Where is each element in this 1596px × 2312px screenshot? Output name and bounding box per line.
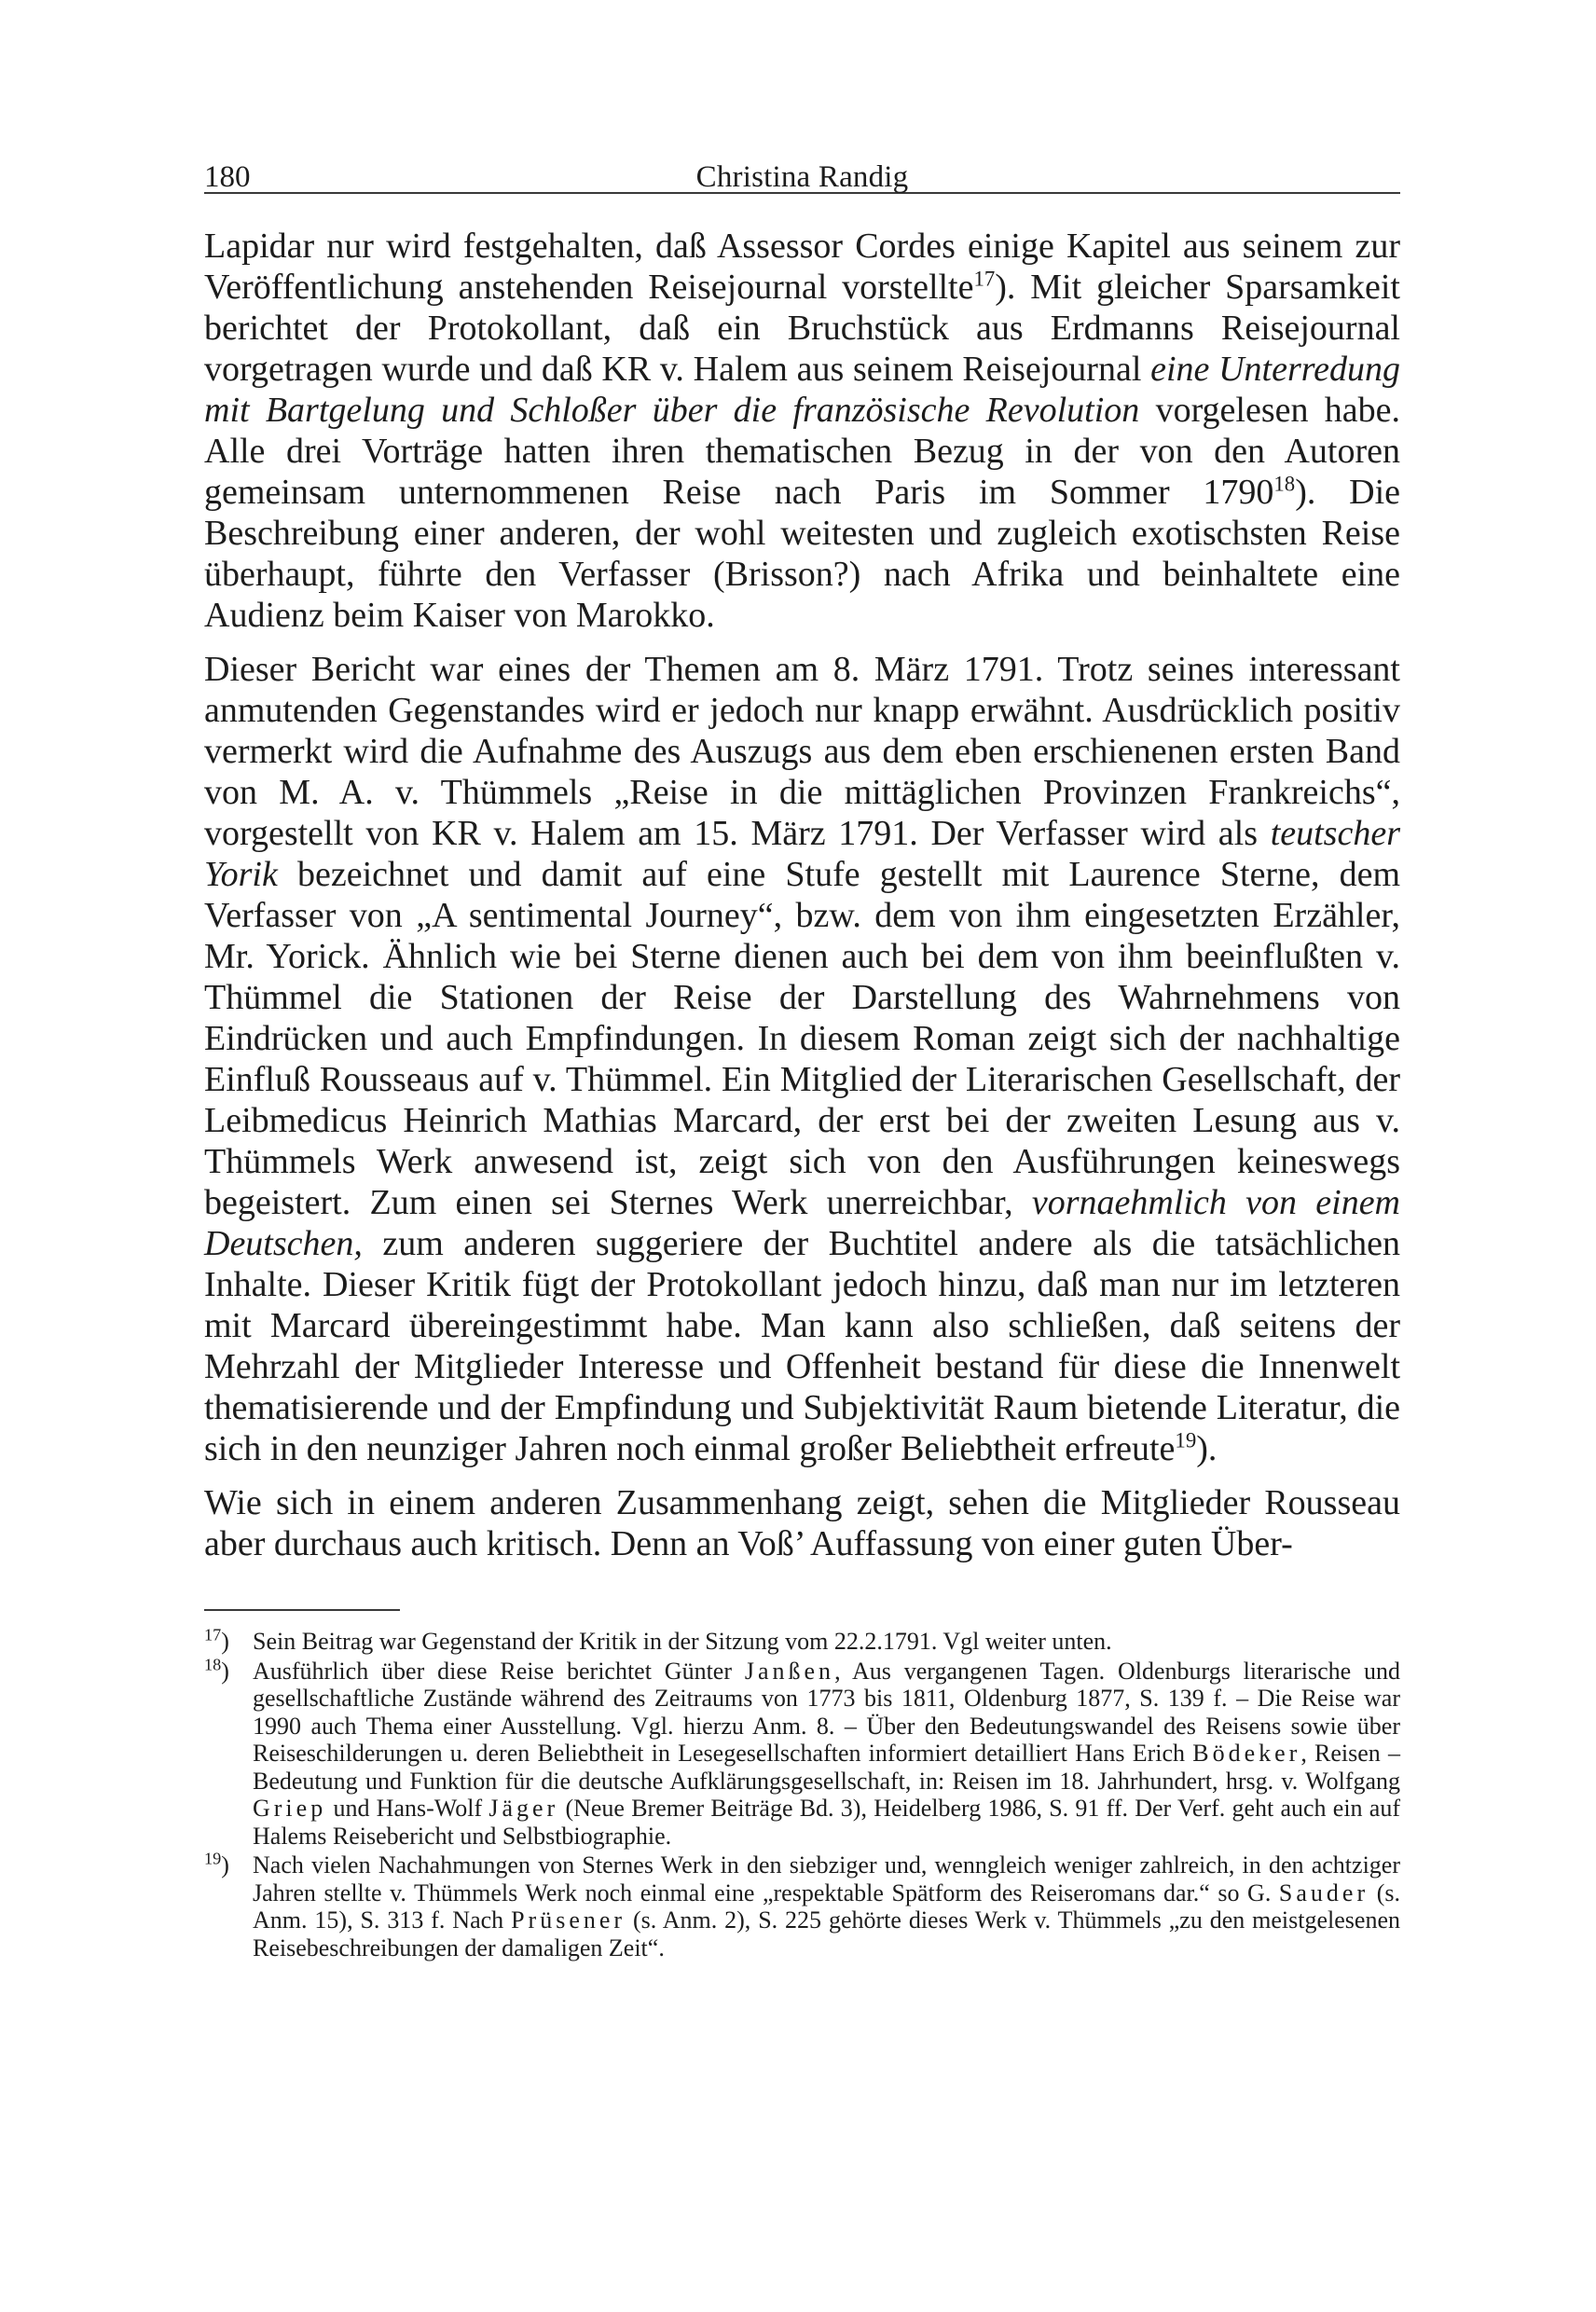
spaced-author-name: Bödeker (1192, 1740, 1301, 1767)
footnote-18 (204, 1654, 1401, 1851)
footnote-text: , Reisen – Bedeutung und Funktion für die deutsche Aufklärungsgesellschaft, in: Reisen im 18. Jahrhundert, hrsg. v. Wolfgang (253, 1740, 1401, 1795)
footnote-19 (204, 1851, 1400, 1961)
book-page (204, 140, 1400, 2275)
text-run: Wie sich in einem anderen Zusammenhang zeigt, sehen die Mitglieder Rousseau aber durchaus auch kritisch. Denn an Voß’ Auffassung von einer guten Über- (204, 1483, 1400, 1563)
italic-quote: eine Unterredung mit Bartgelung und Schloßer über die französische Revolution (204, 350, 1400, 430)
text-run: vorgelesen habe. Alle drei Vorträge hatten ihren thematischen Bezug in der von den Autoren gemeinsam unternommenen Reise nach Paris im Sommer 1790 (204, 391, 1400, 512)
footnote-text: (s. Anm. 2), S. 225 gehörte dieses Werk v. Thümmels „zu den meistgelesenen Reisebeschreibungen der damaligen Zeit“. (253, 1906, 1400, 1961)
footnote-text: und Hans-Wolf (326, 1795, 489, 1822)
footnote-text: , Aus vergangenen Tagen. Oldenburgs literarische und gesellschaftliche Zustände während des Zeitraums von 1773 bis 1811, Oldenburg 1877, S. 139 f. – Die Reise war 1990 auch Thema einer Ausstellung. Vgl. hierzu Anm. 8. – Über den Bedeutungswandel des Reisens sowie über Reiseschilderungen u. deren Beliebtheit in Lesegesellschaften informiert detailliert Hans Erich (253, 1657, 1401, 1767)
footnote-text: (Neue Bremer Beiträge Bd. 3), Heidelberg 1986, S. 91 ff. Der Verf. geht auch ein auf Halems Reisebericht und Selbstbiographie. (253, 1795, 1400, 1850)
footnote-number-paren: ) (221, 1628, 229, 1655)
footnote-number-digits: 17 (204, 1625, 222, 1645)
paragraph-1 (204, 226, 1400, 636)
footnote-number-paren: ) (221, 1851, 229, 1878)
spaced-author-name: Prüsener (511, 1906, 626, 1934)
footnote-number-paren: ) (221, 1657, 229, 1685)
text-run: ). Die Beschreibung einer anderen, der wohl weitesten und zugleich exotischsten Reise überhaupt, führte den Verfasser (Brisson?) nach Afrika und beinhaltete eine Audienz beim Kaiser von Marokko. (204, 473, 1400, 635)
page-number: 180 (204, 160, 251, 194)
text-run: bezeichnet und damit auf eine Stufe gestellt mit Laurence Sterne, dem Verfasser von „A sentimental Journey“, bzw. dem von ihm eingesetzten Erzähler, Mr. Yorick. Ähnlich wie bei Sterne dienen auch bei dem von ihm beeinflußten v. Thümmel die Stationen der Reise der Darstellung des Wahrnehmens von Eindrücken und auch Empfindungen. In diesem Roman zeigt sich der nachhaltige Einfluß Rousseaus auf v. Thümmel. Ein Mitglied der Literarischen Gesellschaft, der Leibmedicus Heinrich Mathias Marcard, der erst bei der zweiten Lesung aus v. Thümmels Werk anwesend ist, zeigt sich von den Ausführungen keineswegs begeistert. Zum einen sei Sternes Werk unerreichbar, (204, 855, 1400, 1222)
running-header (204, 140, 1400, 194)
footnote-number-digits: 19 (204, 1849, 222, 1868)
footnote-ref: 18 (1273, 472, 1296, 496)
footnote-number (204, 1625, 229, 1656)
footnote-text: Ausführlich über diese Reise berichtet Günter (253, 1657, 745, 1685)
footnote-number (204, 1654, 229, 1686)
running-title-author: Christina Randig (695, 160, 909, 194)
footnote-ref: 19 (1175, 1428, 1197, 1452)
footnote-number (204, 1851, 229, 1879)
spaced-author-name: Jäger (488, 1795, 559, 1822)
footnote-ref: 17 (973, 267, 996, 291)
spaced-author-name: Janßen (744, 1657, 835, 1685)
footnotes (204, 1625, 1401, 1961)
text-run: Dieser Bericht war eines der Themen am 8. März 1791. Trotz seines interessant anmutenden Gegenstandes wird er jedoch nur knapp erwähnt. Ausdrücklich positiv vermerkt wird die Aufnahme des Auszugs aus dem eben erschienenen ersten Band von M. A. v. Thümmels „Reise in die mittäglichen Provinzen Frankreichs“, vorgestellt von KR v. Halem am 15. März 1791. Der Verfasser wird als (204, 650, 1400, 853)
footnote-17 (204, 1625, 1400, 1656)
footnote-text: Nach vielen Nachahmungen von Sternes Werk in den siebziger und, wenngleich weniger zahlreich, in den achtziger Jahren stellte v. Thümmels Werk noch einmal eine „respektable Spätform des Reiseromans dar.“ so G. (253, 1851, 1400, 1906)
paragraph-2 (204, 649, 1400, 1469)
text-run: ). (1196, 1429, 1218, 1468)
text-run: zum anderen suggeriere der Buchtitel andere als die tatsächlichen Inhalte. Dieser Kritik fügt der Protokollant jedoch hinzu, daß man nur im letzteren mit Marcard übereingestimmt habe. Man kann also schließen, daß seitens der Mehrzahl der Mitglieder Interesse und Offenheit bestand für diese die Innenwelt thematisierende und der Empfindung und Subjektivität Raum bietende Literatur, die sich in den neunziger Jahren noch einmal großer Beliebtheit erfreute (204, 1224, 1400, 1468)
spaced-author-name: Griep (253, 1795, 327, 1822)
paragraph-3 (204, 1482, 1400, 1564)
spaced-author-name: Sauder (1278, 1878, 1369, 1906)
footnote-separator (204, 1609, 400, 1611)
text-run: Lapidar nur wird festgehalten, daß Assessor Cordes einige Kapitel aus seinem zur Veröffentlichung anstehenden Reisejournal vorstellte (204, 227, 1400, 307)
italic-quote: teutscher Yorik (204, 814, 1400, 894)
footnote-text: Sein Beitrag war Gegenstand der Kritik in der Sitzung vom 22.2.1791. Vgl weiter unten. (253, 1628, 1112, 1655)
italic-quote: vornaehmlich von einem Deutschen, (204, 1183, 1400, 1263)
footnote-text: (s. Anm. 15), S. 313 f. Nach (253, 1878, 1400, 1934)
body-text (204, 226, 1400, 1564)
text-run: ). Mit gleicher Sparsamkeit berichtet der Protokollant, daß ein Bruchstück aus Erdmanns Reisejournal vorgetragen wurde und daß KR v. Halem aus seinem Reisejournal (204, 268, 1400, 389)
footnote-number-digits: 18 (204, 1654, 222, 1673)
